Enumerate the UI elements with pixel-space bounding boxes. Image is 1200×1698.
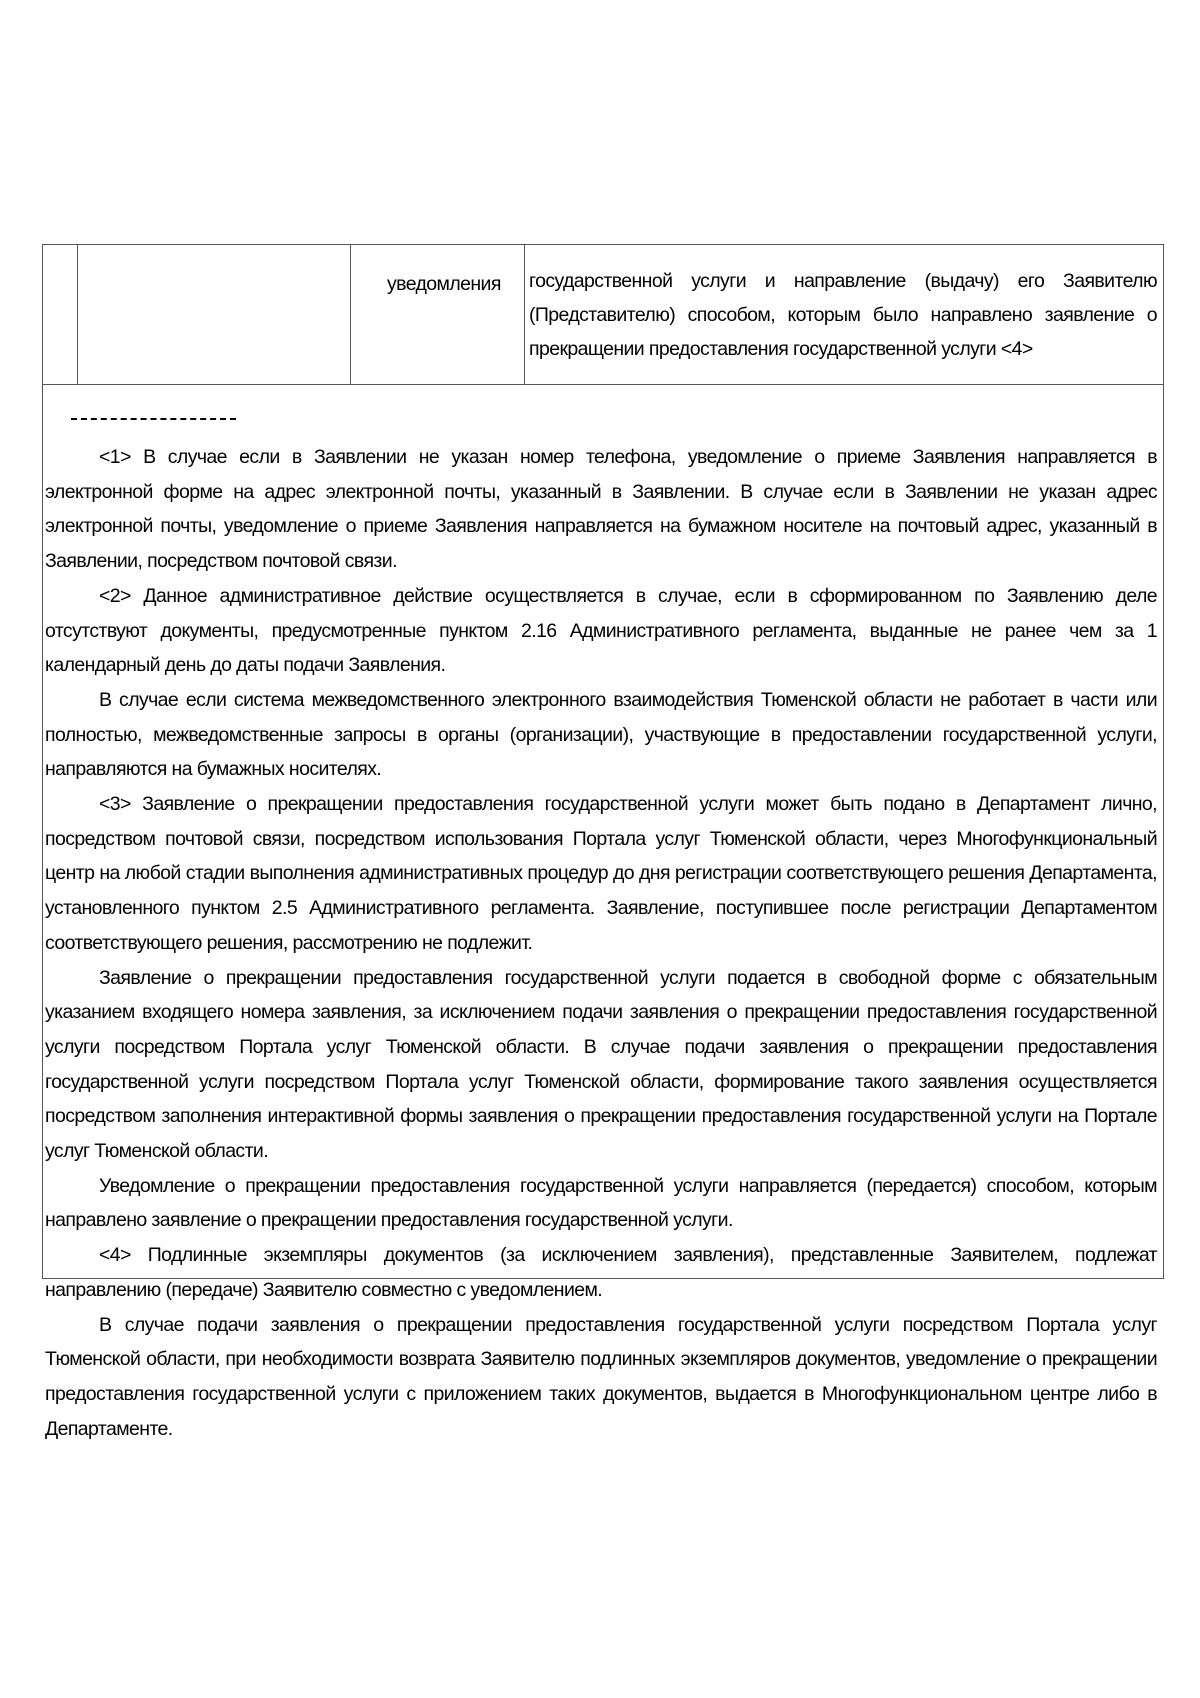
footnote-paragraph: <1> В случае если в Заявлении не указан номер телефона, уведомление о приеме Заявления направляется в электронной форме на адрес электронной почты, указанный в Заявлении. В случае если в Заявлении не указан адрес электронной почты, уведомление о приеме Заявления направляется на бумажном носителе на почтовый адрес, указанный в Заявлении, посредством почтовой связи. [45,446,1157,573]
footnote-paragraph: <3> Заявление о прекращении предоставления государственной услуги может быть подано в Департамент лично, посредством почтовой связи, посредством использования Портала услуг Тюменской области, через Многофункциональный центр на любой стадии выполнения административных процедур до дня регистрации соответствующего решения Департамента, установленного пунктом 2.5 Административного регламента. Заявление, поступившее после регистрации Департаментом соответствующего решения, рассмотрению не подлежит. [45,793,1157,954]
table-cell-result [351,245,525,384]
footnote-paragraph: Заявление о прекращении предоставления государственной услуги подается в свободной форме с обязательным указанием входящего номера заявления, за исключением подачи заявления о прекращении предоставления государственной услуги посредством Портала услуг Тюменской области. В случае подачи заявления о прекращении предоставления государственной услуги посредством Портала услуг Тюменской области, формирование такого заявления осуществляется посредством заполнения интерактивной формы заявления о прекращении предоставления государственной услуги на Портале услуг Тюменской области. [45,966,1157,1163]
cell-text: уведомления [387,273,501,295]
footnote-paragraph: Уведомление о прекращении предоставления государственной услуги направляется (передается) способом, которым направлено заявление о прекращении предоставления государственной услуги. [45,1174,1157,1232]
table-cell-number [43,245,78,384]
table-row [43,245,1163,385]
footnote-paragraph: <4> Подлинные экземпляры документов (за исключением заявления), представленные Заявителем, подлежат направлению (передаче) Заявителю совместно с уведомлением. [45,1244,1157,1301]
footnotes-section [43,385,1163,1446]
document-frame [42,244,1164,1440]
footnote-paragraph: В случае подачи заявления о прекращении предоставления государственной услуги посредством Портала услуг Тюменской области, при необходимости возврата Заявителю подлинных экземпляров документов, уведомление о прекращении предоставления государственной услуги с приложением таких документов, выдается в Многофункциональном центре либо в Департаменте. [45,1313,1157,1440]
footnote-paragraph: <2> Данное административное действие осуществляется в случае, если в сформированном по Заявлению деле отсутствуют документы, предусмотренные пунктом 2.16 Административного регламента, выданные не ранее чем за 1 календарный день до даты подачи Заявления. [45,584,1157,677]
cell-text: государственной услуги и направление (выдачу) его Заявителю (Представителю) способом, которым было направлено заявление о прекращении предоставления государственной услуги <4> [529,270,1157,360]
footnote-separator [71,418,236,420]
footnote-paragraph: В случае если система межведомственного электронного взаимодействия Тюменской области не работает в части или полностью, межведомственные запросы в органы (организации), участвующие в предоставлении государственной услуги, направляются на бумажных носителях. [45,688,1157,781]
footnotes-body [45,440,1157,1446]
table-cell-description [525,245,1165,384]
table-cell-procedure [78,245,351,384]
